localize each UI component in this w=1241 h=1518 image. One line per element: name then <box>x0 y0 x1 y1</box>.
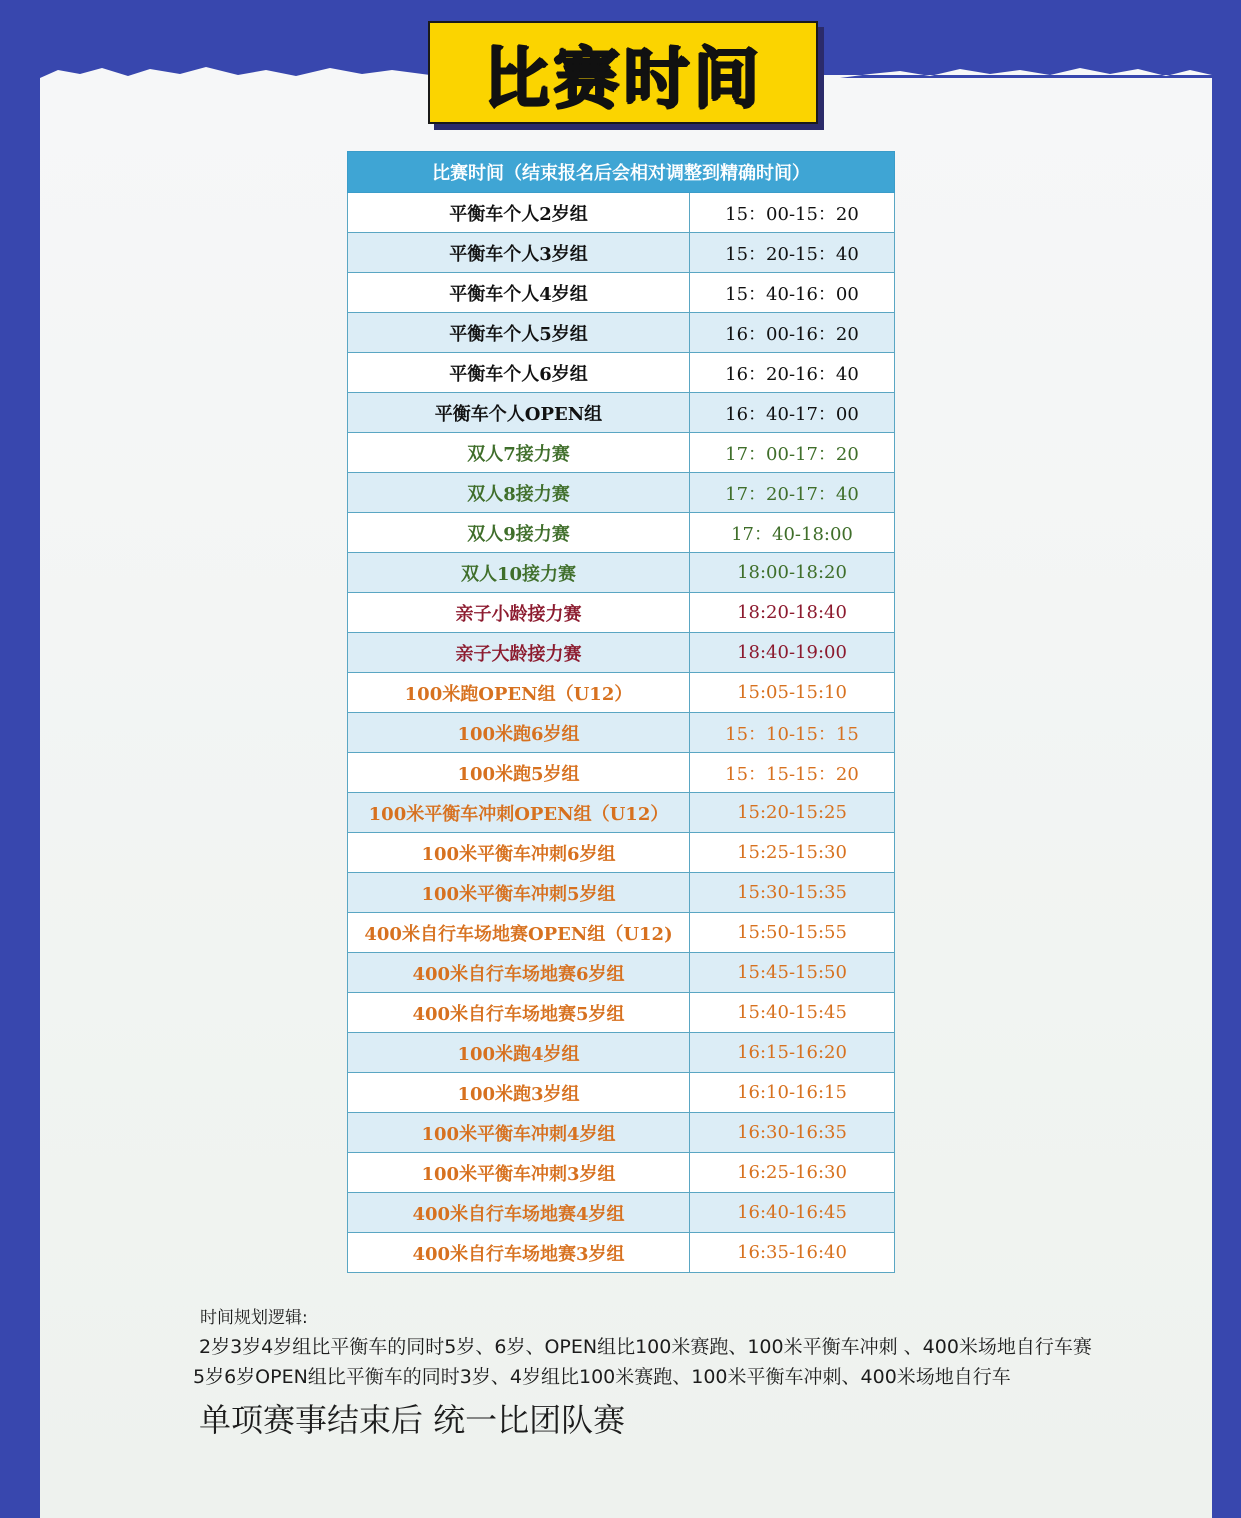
event-time-cell: 16:40-16:45 <box>690 1193 895 1233</box>
event-time-cell: 18:40-19:00 <box>690 633 895 673</box>
event-name-cell: 100米平衡车冲刺4岁组 <box>348 1113 690 1153</box>
event-name-cell: 亲子大龄接力赛 <box>348 633 690 673</box>
event-name-cell: 400米自行车场地赛OPEN组（U12) <box>348 913 690 953</box>
schedule-row <box>348 313 895 353</box>
event-name-cell: 100米平衡车冲刺6岁组 <box>348 833 690 873</box>
event-time-cell: 15:30-15:35 <box>690 873 895 913</box>
event-time-cell: 18:20-18:40 <box>690 593 895 633</box>
schedule-row <box>348 913 895 953</box>
event-name-cell: 100米跑5岁组 <box>348 753 690 793</box>
schedule-row <box>348 473 895 513</box>
schedule-row <box>348 793 895 833</box>
event-time-cell: 18:00-18:20 <box>690 553 895 593</box>
event-name-cell: 平衡车个人4岁组 <box>348 273 690 313</box>
schedule-row <box>348 753 895 793</box>
schedule-row <box>348 1073 895 1113</box>
event-time-cell: 17：00-17：20 <box>690 433 895 473</box>
page-title: 比赛时间 <box>483 40 763 117</box>
event-name-cell: 平衡车个人5岁组 <box>348 313 690 353</box>
schedule-row <box>348 273 895 313</box>
schedule-row <box>348 193 895 233</box>
event-time-cell: 15：40-16：00 <box>690 273 895 313</box>
schedule-row <box>348 593 895 633</box>
schedule-row <box>348 233 895 273</box>
event-name-cell: 平衡车个人OPEN组 <box>348 393 690 433</box>
event-time-cell: 16:15-16:20 <box>690 1033 895 1073</box>
event-name-cell: 100米平衡车冲刺5岁组 <box>348 873 690 913</box>
event-time-cell: 15:45-15:50 <box>690 953 895 993</box>
schedule-row <box>348 833 895 873</box>
event-name-cell: 400米自行车场地赛3岁组 <box>348 1233 690 1273</box>
schedule-row <box>348 993 895 1033</box>
event-time-cell: 15:25-15:30 <box>690 833 895 873</box>
schedule-row <box>348 1193 895 1233</box>
event-time-cell: 16:30-16:35 <box>690 1113 895 1153</box>
schedule-row <box>348 353 895 393</box>
event-time-cell: 16：20-16：40 <box>690 353 895 393</box>
event-name-cell: 400米自行车场地赛6岁组 <box>348 953 690 993</box>
event-name-cell: 平衡车个人3岁组 <box>348 233 690 273</box>
schedule-row <box>348 433 895 473</box>
schedule-row <box>348 673 895 713</box>
notes-line-1: 2岁3岁4岁组比平衡车的同时5岁、6岁、OPEN组比100米赛跑、100米平衡车冲刺 、400米场地自行车赛 <box>199 1336 1092 1358</box>
event-name-cell: 400米自行车场地赛5岁组 <box>348 993 690 1033</box>
event-name-cell: 双人10接力赛 <box>348 553 690 593</box>
schedule-header: 比赛时间（结束报名后会相对调整到精确时间） <box>348 152 895 193</box>
schedule-row <box>348 553 895 593</box>
event-time-cell: 15:40-15:45 <box>690 993 895 1033</box>
event-time-cell: 17：40-18:00 <box>690 513 895 553</box>
event-name-cell: 100米跑3岁组 <box>348 1073 690 1113</box>
event-time-cell: 16：40-17：00 <box>690 393 895 433</box>
event-time-cell: 15:20-15:25 <box>690 793 895 833</box>
schedule-row <box>348 713 895 753</box>
event-time-cell: 16:25-16:30 <box>690 1153 895 1193</box>
planning-notes <box>193 1304 1193 1442</box>
schedule-row <box>348 513 895 553</box>
schedule-row <box>348 633 895 673</box>
event-time-cell: 15：20-15：40 <box>690 233 895 273</box>
event-time-cell: 16:10-16:15 <box>690 1073 895 1113</box>
schedule-header-row <box>348 152 895 193</box>
schedule-row <box>348 873 895 913</box>
schedule-row <box>348 393 895 433</box>
event-name-cell: 100米跑4岁组 <box>348 1033 690 1073</box>
notes-heading: 时间规划逻辑: <box>200 1308 308 1328</box>
event-name-cell: 400米自行车场地赛4岁组 <box>348 1193 690 1233</box>
title-banner <box>428 21 818 124</box>
schedule-row <box>348 1113 895 1153</box>
event-time-cell: 17：20-17：40 <box>690 473 895 513</box>
event-time-cell: 16:35-16:40 <box>690 1233 895 1273</box>
schedule-row <box>348 1233 895 1273</box>
event-time-cell: 15：00-15：20 <box>690 193 895 233</box>
schedule-table <box>347 151 895 1273</box>
event-name-cell: 100米跑OPEN组（U12） <box>348 673 690 713</box>
schedule-row <box>348 953 895 993</box>
event-time-cell: 15：10-15：15 <box>690 713 895 753</box>
event-name-cell: 100米平衡车冲刺3岁组 <box>348 1153 690 1193</box>
event-name-cell: 100米平衡车冲刺OPEN组（U12） <box>348 793 690 833</box>
notes-line-2: 5岁6岁OPEN组比平衡车的同时3岁、4岁组比100米赛跑、100米平衡车冲刺、400米场地自行车 <box>193 1366 1011 1388</box>
event-time-cell: 15：15-15：20 <box>690 753 895 793</box>
event-name-cell: 亲子小龄接力赛 <box>348 593 690 633</box>
notes-final: 单项赛事结束后 统一比团队赛 <box>199 1401 626 1439</box>
event-name-cell: 平衡车个人6岁组 <box>348 353 690 393</box>
event-time-cell: 16：00-16：20 <box>690 313 895 353</box>
event-name-cell: 100米跑6岁组 <box>348 713 690 753</box>
event-name-cell: 双人9接力赛 <box>348 513 690 553</box>
event-time-cell: 15:50-15:55 <box>690 913 895 953</box>
event-name-cell: 双人8接力赛 <box>348 473 690 513</box>
event-name-cell: 平衡车个人2岁组 <box>348 193 690 233</box>
event-time-cell: 15:05-15:10 <box>690 673 895 713</box>
schedule-row <box>348 1153 895 1193</box>
schedule-row <box>348 1033 895 1073</box>
event-name-cell: 双人7接力赛 <box>348 433 690 473</box>
schedule-body <box>348 193 895 1273</box>
